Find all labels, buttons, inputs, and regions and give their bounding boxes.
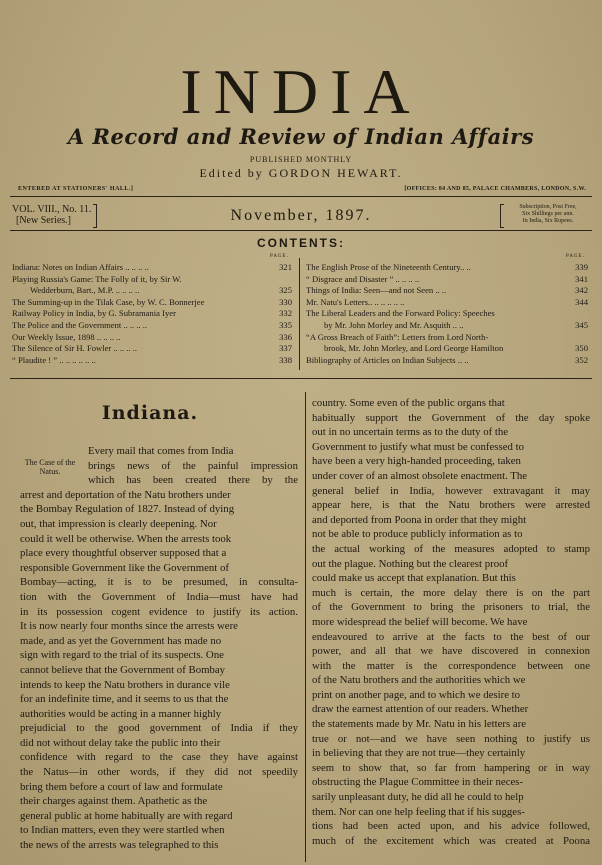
article-line: obstructing the Plague Committee in their neces- (312, 776, 524, 789)
contents-entry-title: Our Weekly Issue, 1898 .. .. .. .. (12, 331, 121, 342)
article-line: endeavoured to arrive at the facts to the best of our (312, 630, 590, 643)
article-line: in believing that they are not true—they certainly (312, 747, 526, 760)
article-line: true or not—and we have seen nothing to justify us (312, 732, 590, 745)
contents-entry (306, 308, 588, 320)
article-line: cannot believe that the Government of Bombay (20, 663, 226, 676)
contents-entry-title: Indiana: Notes on Indian Affairs .. .. .. .. (12, 262, 149, 272)
article-line: them. Nor can one help feeling that if his sugges- (312, 805, 525, 818)
contents-entry-title: Railway Policy in India, by G. Subramania Iyer (12, 308, 176, 319)
article-column-left (20, 444, 298, 853)
article-line: responsible Government like the Government of (20, 561, 229, 574)
article-line: of the Government to bring the prisoners to trial, the (312, 601, 591, 614)
contents-heading: CONTENTS: (257, 236, 345, 250)
article-line: tions had been acted upon, and his advice followed, (312, 820, 591, 833)
contents-entry-title: The Silence of Sir H. Fowler .. .. .. .. (12, 343, 138, 354)
article-line: have been a very high-handed proceeding, taken (312, 455, 521, 468)
contents-entry-page: 336 (279, 331, 292, 342)
article-column-right (312, 396, 590, 848)
contents-entry (12, 332, 292, 344)
contents-entry (12, 262, 292, 274)
contents-entry-page: 335 (279, 319, 292, 330)
article-line: made, and as yet the Government has made no (20, 634, 222, 647)
article-line: brings news of the painful impression (88, 459, 298, 472)
contents-entry (12, 308, 292, 320)
editor-line: Edited by GORDON HEWART. (199, 166, 403, 180)
contents-entry-page: 344 (575, 296, 588, 307)
issue-date: November, 1897. (230, 207, 372, 224)
masthead-title: INDIA (180, 56, 422, 127)
bracket (500, 204, 504, 228)
contents-entry (306, 274, 588, 286)
margin-note: The Case of the Natus. (24, 458, 76, 476)
divider (10, 230, 592, 231)
contents-entry (12, 285, 292, 297)
article-line: out in no uncertain terms as to the duty of the (312, 426, 509, 439)
article-line: the news of the arrests was telegraphed to this (20, 839, 219, 852)
column-rule (305, 392, 306, 862)
contents-entry (12, 320, 292, 332)
article-line: authorities would be acting in a manner highly (20, 707, 222, 720)
contents-entry (12, 343, 292, 355)
article-line: did not without delay take the public into their (20, 736, 221, 749)
contents-entry-page: 352 (575, 354, 588, 365)
contents-entry-title: Wedderburn, Bart., M.P. .. .. .. .. (30, 285, 140, 296)
entered-notice: ENTERED AT STATIONERS' HALL.] (18, 186, 134, 192)
article-line: not be able to produce publicly information as to (312, 528, 523, 541)
volume-number: VOL. VIII., No. 11. (12, 204, 92, 215)
contents-entry-title: Playing Russia's Game: The Folly of it, by Sir W. (12, 273, 182, 284)
article-line: much of the excitement which was created at Poona (312, 834, 591, 847)
article-line: appear here, is that the Natu brothers were arrested (312, 499, 590, 512)
article-line: the actual working of the measures adopted to stamp (312, 542, 590, 555)
article-line: their charges against them. Apathetic as the (20, 795, 208, 808)
article-line: much is certain, the more delay there is on the part (312, 586, 590, 599)
contents-left-column (12, 262, 292, 366)
article-line: Every mail that comes from India (88, 445, 234, 457)
contents-entry (306, 262, 588, 274)
article-line: in its possession cogent evidence to justify its action. (20, 605, 299, 618)
contents-entry-title: “ Disgrace and Disaster ” .. .. .. .. (306, 273, 420, 284)
price-line: Six Shillings per ann. (522, 211, 574, 217)
article-line: prejudicial to the good government of India if they (20, 722, 298, 735)
contents-entry-title: Bibliography of Articles on Indian Subjects .. .. (306, 354, 469, 365)
subscription-price (508, 204, 588, 225)
contents-entry-page: 338 (279, 354, 292, 365)
contents-entry-title: The Police and the Government .. .. .. .. (12, 319, 148, 330)
article-line: for an indefinite time, and it seems to us that the (20, 693, 229, 706)
article-line: general belief in India, however extravagant it may (312, 484, 590, 497)
price-line: Subscription, Post Free, (519, 204, 577, 210)
contents-entry-page: 350 (575, 343, 588, 354)
article-line: the statements made by Mr. Natu in his letters are (312, 718, 527, 731)
contents-entry (306, 355, 588, 367)
offices-address: [OFFICES: 84 AND 85, PALACE CHAMBERS, LONDON, S.W. (404, 186, 586, 192)
contents-right-column (306, 262, 588, 366)
article-line: draw the earnest attention of our readers. Whether (312, 703, 529, 716)
article-line: habitually support the Government of the day spoke (312, 411, 590, 424)
article-line: which has been created there by the (88, 474, 299, 487)
divider (10, 378, 592, 379)
article-line: out the plague. Nothing but the clearest proof (312, 557, 509, 570)
contents-entry-title: brook, Mr. John Morley, and Lord George Hamilton (324, 343, 504, 354)
article-line: with the matter is the correspondence between one (312, 659, 590, 672)
page-column-header: PAGE. (270, 254, 289, 259)
article-line: under cover of an almost obsolete enactment. The (312, 469, 528, 482)
contents-entry-title: The Summing-up in the Tilak Case, by W. C. Bonnerjee (12, 296, 205, 307)
article-line: to Indian matters, even they were startled when (20, 824, 225, 837)
contents-entry-title: by Mr. John Morley and Mr. Asquith .. .. (324, 319, 464, 330)
article-line: power, and all that we have discovered in connexion (312, 645, 590, 658)
article-line: could it well be otherwise. When the arrests took (20, 532, 232, 545)
article-line: intends to keep the Natu brothers in durance vile (20, 678, 230, 691)
article-line: general public at home habitually are with regard (20, 809, 233, 822)
article-line: place every thoughtful observer supposed that a (20, 547, 227, 560)
series-label: [New Series.] (16, 215, 71, 226)
contents-entry (12, 355, 292, 367)
contents-entry-page: 325 (279, 285, 292, 296)
article-line: It is now nearly four months since the arrests were (20, 620, 238, 633)
article-line: print on another page, and to which we desire to (312, 688, 521, 701)
article-line: arrest and deportation of the Natu brothers under (20, 488, 231, 501)
divider (10, 196, 592, 197)
contents-entry-page: 321 (279, 262, 292, 272)
contents-entry (306, 343, 588, 355)
article-line: tion with the Government of India—must have had (20, 590, 298, 603)
article-line: sarily unpleasant duty, he did all he could to help (312, 791, 524, 804)
contents-entry-page: 342 (575, 285, 588, 296)
article-line: sign with regard to the trial of its suspects. One (20, 649, 224, 662)
contents-entry-page: 341 (575, 273, 588, 284)
contents-entry (12, 274, 292, 286)
contents-entry-page: 345 (575, 319, 588, 330)
article-line: confidence with regard to the case they have against (20, 751, 298, 764)
contents-entry (306, 332, 588, 344)
article-line: could make us accept that explanation. But this (312, 572, 516, 585)
contents-entry (12, 297, 292, 309)
publication-frequency: PUBLISHED MONTHLY (249, 155, 353, 164)
contents-entry-title: Mr. Natu's Letters.. .. .. .. .. .. (306, 296, 405, 307)
contents-entry-title: The Liberal Leaders and the Forward Policy: Speeches (306, 308, 495, 319)
contents-entry-title: Things of India: Seen—and not Seen .. .. (306, 285, 447, 296)
article-line: the Bombay Regulation of 1827. Instead of dying (20, 503, 235, 516)
contents-entry (306, 320, 588, 332)
contents-entry (306, 285, 588, 297)
contents-entry-title: The English Prose of the Nineteenth Century.. .. (306, 262, 471, 272)
article-line: and deported from Poona in order that they might (312, 513, 527, 526)
masthead-subtitle: A Record and Review of Indian Affairs (67, 124, 535, 149)
contents-entry-page: 337 (279, 343, 292, 354)
article-line: country. Some even of the public organs that (312, 397, 505, 409)
article-line: bring them before a court of law and formulate (20, 780, 223, 793)
article-line: of the Natu brothers and the authorities which we (312, 674, 526, 687)
contents-entry-page: 330 (279, 296, 292, 307)
article-line: Government to justify what must be confessed to (312, 440, 524, 453)
article-line: seem to show that, so far from hampering or in way (312, 761, 590, 774)
contents-entry-title: “ Plaudite ! ” .. .. .. .. .. .. (12, 354, 96, 365)
article-line: the Natus—in other words, if they did not speedily (20, 766, 299, 779)
article-line: out, that impression is clearly deepening. Nor (20, 517, 217, 530)
article-heading: Indiana. (101, 402, 199, 424)
article-line: Bombay—acting, it is to be presumed, in consulta- (20, 576, 298, 589)
contents-entry-page: 332 (279, 308, 292, 319)
contents-entry-title: “A Gross Breach of Faith”: Letters from Lord North- (306, 331, 489, 342)
price-line: In India, Six Rupees. (522, 218, 574, 224)
column-rule (299, 258, 300, 370)
contents-entry (306, 297, 588, 309)
page-column-header: PAGE. (566, 254, 585, 259)
article-line: more widespread the belief will become. We have (312, 615, 528, 628)
contents-entry-page: 339 (575, 262, 588, 272)
